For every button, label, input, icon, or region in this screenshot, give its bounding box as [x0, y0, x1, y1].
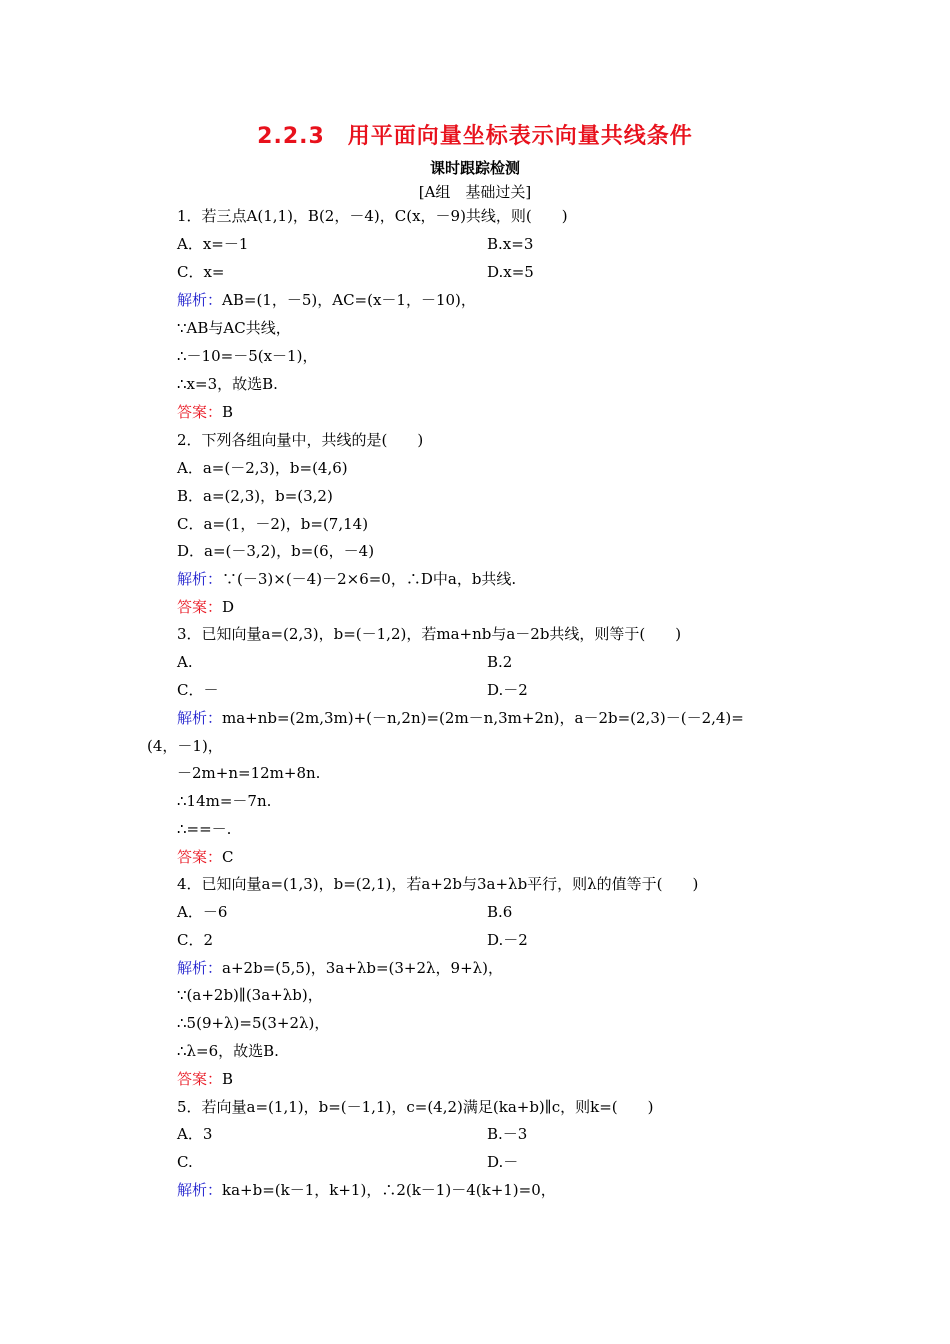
analysis-label: 解析： [177, 570, 223, 588]
q3-answer-value: C [222, 848, 234, 866]
q1-analysis-text: AB=(1，－5)，AC=(x－1，－10)， [222, 291, 476, 309]
q4-analysis-text: a+2b=(5,5)，3a+λb=(3+2λ，9+λ)， [222, 959, 504, 977]
q2-answer [177, 597, 234, 617]
q2-analysis [177, 569, 516, 589]
q2-answer-value: D [222, 598, 235, 616]
q3-option-d: D.－2 [487, 681, 528, 699]
q3-option-c: C．－ [177, 681, 219, 699]
q3-step-2: －2m+n=12m+8n. [177, 764, 321, 782]
q2-analysis-text: ∵(－3)×(－4)－2×6=0，∴D中a，b共线. [222, 570, 517, 588]
q3-step-4: ∴==－. [177, 820, 232, 838]
analysis-label: 解析： [177, 291, 223, 309]
q1-option-a: A．x=－1 [177, 235, 249, 253]
group-heading: [A组 基础过关] [418, 183, 532, 201]
q2-stem: 2．下列各组向量中，共线的是( ) [177, 431, 424, 449]
q2-option-d: D．a=(－3,2)，b=(6，－4) [177, 542, 375, 560]
q3-answer [177, 847, 234, 867]
q4-option-c: C．2 [177, 931, 214, 949]
answer-label: 答案： [177, 403, 223, 421]
q2-option-a: A．a=(－2,3)，b=(4,6) [177, 459, 348, 477]
q3-analysis-text: ma+nb=(2m,3m)+(－n,2n)=(2m－n,3m+2n)，a－2b=(2,3)－(－2,4)= [222, 709, 744, 727]
q4-option-b: B.6 [487, 903, 513, 921]
q4-answer [177, 1069, 233, 1089]
q1-option-c: C．x= [177, 263, 225, 281]
q5-option-b: B.－3 [487, 1125, 528, 1143]
q4-step-2: ∵(a+2b)∥(3a+λb)， [177, 986, 323, 1004]
q2-option-c: C．a=(1，－2)，b=(7,14) [177, 515, 369, 533]
q1-step-4: ∴x=3，故选B. [177, 375, 278, 393]
q1-step-2: ∵AB与AC共线， [177, 319, 291, 337]
q1-stem: 1．若三点A(1,1)，B(2，－4)，C(x，－9)共线，则( ) [177, 207, 568, 225]
q4-stem: 4．已知向量a=(1,3)，b=(2,1)，若a+2b与3a+λb平行，则λ的值等于( ) [177, 875, 699, 893]
analysis-label: 解析： [177, 1181, 223, 1199]
q5-stem: 5．若向量a=(1,1)，b=(－1,1)，c=(4,2)满足(ka+b)∥c，则k=( ) [177, 1098, 654, 1116]
q3-step-3: ∴14m=－7n. [177, 792, 272, 810]
q4-option-a: A．－6 [177, 903, 228, 921]
q4-option-d: D.－2 [487, 931, 528, 949]
q4-step-4: ∴λ=6，故选B. [177, 1042, 279, 1060]
q3-option-b: B.2 [487, 653, 513, 671]
q4-answer-value: B [222, 1070, 234, 1088]
q5-analysis-text: ka+b=(k－1，k+1)，∴2(k－1)－4(k+1)=0， [222, 1181, 556, 1199]
q5-option-a: A．3 [177, 1125, 213, 1143]
analysis-label: 解析： [177, 959, 223, 977]
q3-stem: 3．已知向量a=(2,3)，b=(－1,2)，若ma+nb与a－2b共线，则等于( ) [177, 625, 682, 643]
q5-option-d: D.－ [487, 1153, 519, 1171]
q3-analysis-cont: (4，－1)， [147, 737, 223, 755]
q3-option-a: A. [177, 653, 193, 671]
page-subtitle: 课时跟踪检测 [429, 159, 520, 177]
q1-option-b: B.x=3 [487, 235, 534, 253]
q4-step-3: ∴5(9+λ)=5(3+2λ)， [177, 1014, 330, 1032]
page-title: 2.2.3 用平面向量坐标表示向量共线条件 [257, 124, 693, 149]
q1-analysis [177, 290, 476, 310]
q2-option-b: B．a=(2,3)，b=(3,2) [177, 487, 333, 505]
q1-answer-value: B [222, 403, 234, 421]
answer-label: 答案： [177, 598, 223, 616]
q4-analysis [177, 958, 503, 978]
answer-label: 答案： [177, 848, 223, 866]
q5-option-c: C. [177, 1153, 193, 1171]
answer-label: 答案： [177, 1070, 223, 1088]
q1-step-3: ∴－10=－5(x－1)， [177, 347, 318, 365]
q5-analysis [177, 1180, 556, 1200]
q3-analysis [177, 708, 744, 728]
q1-option-d: D.x=5 [487, 263, 534, 281]
q1-answer [177, 402, 233, 422]
analysis-label: 解析： [177, 709, 223, 727]
